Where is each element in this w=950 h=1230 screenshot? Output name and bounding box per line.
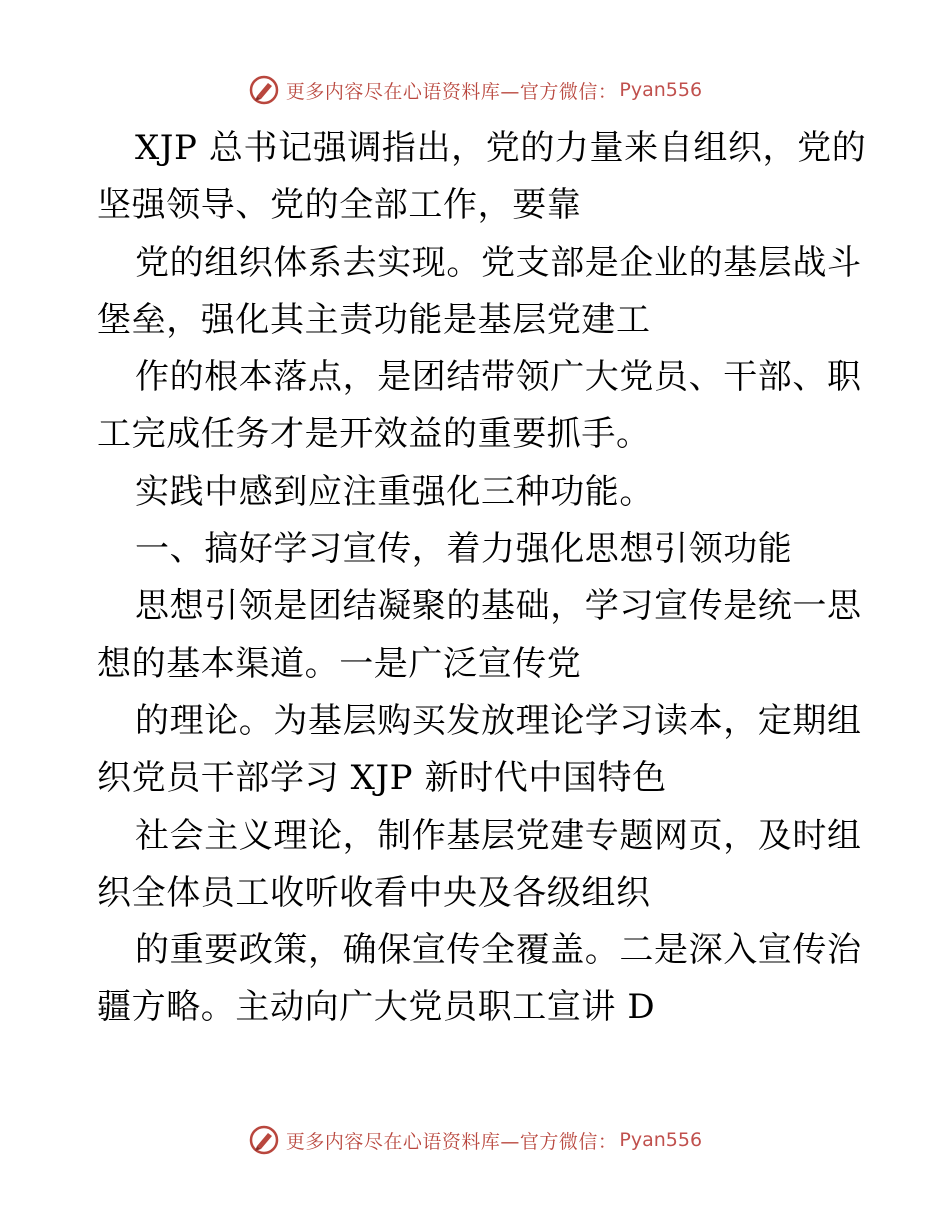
watermark-text: 更多内容尽在心语资料库—官方微信： (285, 80, 618, 103)
section-heading: 一、搞好学习宣传，着力强化思想引领功能 (135, 529, 793, 570)
body-line: 织全体员工收听收看中央及各级组织 (97, 872, 651, 913)
pen-logo-icon (248, 1124, 280, 1156)
body-line: 党的组织体系去实现。党支部是企业的基层战斗 (135, 242, 862, 283)
body-line: 堡垒，强化其主责功能是基层党建工 (97, 299, 651, 340)
body-line: 疆方略。主动向广大党员职工宣讲 D (97, 987, 656, 1028)
body-line: 的重要政策，确保宣传全覆盖。二是深入宣传治 (135, 930, 862, 971)
header-watermark (0, 70, 950, 110)
pen-logo-icon (248, 74, 280, 106)
watermark-wechat-id: Pyan556 (619, 79, 703, 101)
body-line: 坚强领导、党的全部工作，要靠 (97, 185, 582, 226)
footer-watermark (0, 1120, 950, 1160)
body-line: 社会主义理论，制作基层党建专题网页，及时组 (135, 815, 862, 856)
body-line: 织党员干部学习 XJP 新时代中国特色 (97, 758, 667, 799)
body-line: 想的基本渠道。一是广泛宣传党 (97, 643, 582, 684)
body-line: 作的根本落点，是团结带领广大党员、干部、职 (135, 357, 862, 398)
body-line: 实践中感到应注重强化三种功能。 (135, 471, 654, 512)
body-line: 工完成任务才是开效益的重要抓手。 (97, 414, 651, 455)
watermark-text: 更多内容尽在心语资料库—官方微信： (285, 1130, 618, 1153)
body-line: 思想引领是团结凝聚的基础，学习宣传是统一思 (135, 586, 862, 627)
document-body (97, 120, 867, 1037)
body-line: XJP 总书记强调指出，党的力量来自组织，党的 (135, 128, 867, 168)
body-line: 的理论。为基层购买发放理论学习读本，定期组 (135, 700, 862, 741)
watermark-wechat-id: Pyan556 (619, 1129, 703, 1151)
